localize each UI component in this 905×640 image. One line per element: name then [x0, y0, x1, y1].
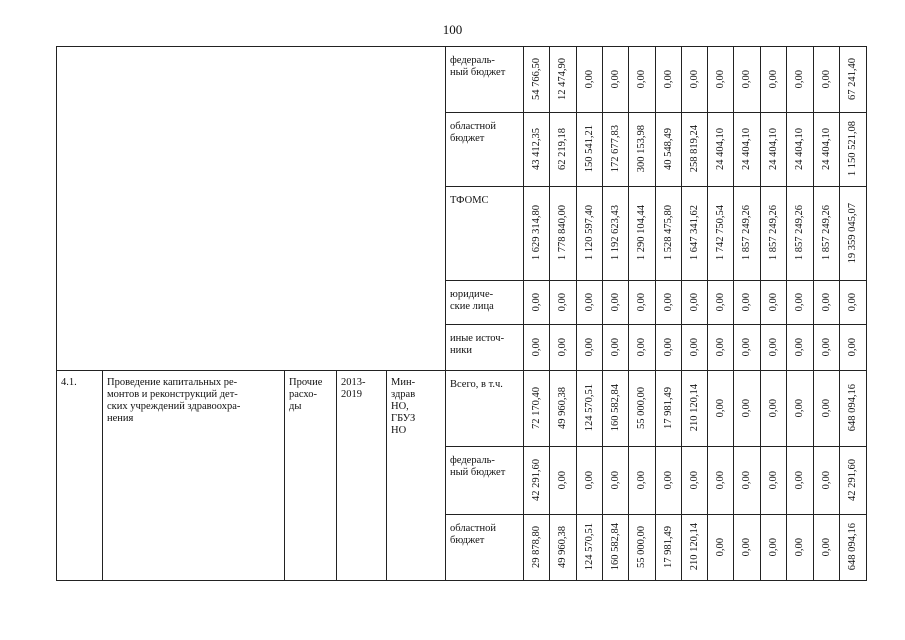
value-text: 55 000,00	[636, 387, 647, 429]
value-cell	[656, 281, 682, 325]
value-text: 1 120 597,40	[583, 205, 595, 261]
executor: Мин- здрав НО, ГБУЗ НО	[387, 371, 446, 581]
value-cell	[734, 281, 761, 325]
value-cell	[787, 447, 814, 515]
value-text: 0,00	[636, 337, 647, 357]
value-cell	[682, 187, 708, 281]
value-text: 49 960,38	[557, 526, 568, 568]
source-label: федераль- ный бюджет	[446, 447, 524, 515]
value-cell	[577, 47, 603, 113]
value-text: 1 742 750,54	[714, 205, 726, 261]
value-cell	[524, 371, 550, 447]
value-text: 0,00	[794, 292, 805, 312]
table-row	[57, 371, 867, 447]
value-cell	[524, 187, 550, 281]
value-text: 0,00	[820, 337, 832, 357]
value-text: 0,00	[530, 292, 542, 312]
value-text: 0,00	[688, 470, 700, 490]
value-cell	[629, 371, 656, 447]
value-cell	[656, 447, 682, 515]
value-text: 1 647 341,62	[688, 205, 700, 261]
value-text: 0,00	[583, 292, 595, 312]
value-text: 0,00	[767, 398, 779, 418]
value-cell	[840, 113, 867, 187]
value-text: 0,00	[820, 398, 832, 418]
value-text: 29 878,80	[530, 526, 542, 568]
value-text: 0,00	[714, 398, 726, 418]
value-text: 0,00	[741, 398, 752, 418]
value-text: 0,00	[767, 337, 779, 357]
value-text: 1 528 475,80	[662, 205, 674, 261]
value-text: 160 582,84	[609, 523, 621, 571]
value-text: 0,00	[767, 537, 779, 557]
value-text: 12 474,90	[557, 58, 568, 100]
value-cell	[708, 187, 734, 281]
value-cell	[787, 187, 814, 281]
value-cell	[603, 47, 629, 113]
value-text: 172 677,83	[609, 125, 621, 173]
value-cell	[603, 281, 629, 325]
value-text: 17 981,49	[662, 526, 674, 568]
value-text: 1 857 249,26	[794, 205, 805, 261]
value-text: 0,00	[794, 537, 805, 557]
value-text: 0,00	[794, 398, 805, 418]
value-cell	[524, 113, 550, 187]
value-cell	[550, 371, 577, 447]
value-text: 0,00	[714, 537, 726, 557]
value-cell	[787, 325, 814, 371]
value-cell	[550, 281, 577, 325]
value-text: 42 291,60	[530, 459, 542, 501]
value-text: 0,00	[609, 292, 621, 312]
value-cell	[840, 447, 867, 515]
value-cell	[840, 187, 867, 281]
value-cell	[761, 47, 787, 113]
value-cell	[761, 281, 787, 325]
value-text: 1 192 623,43	[609, 205, 621, 261]
value-text: 24 404,10	[767, 128, 779, 170]
value-text: 648 094,16	[847, 384, 858, 432]
value-cell	[761, 187, 787, 281]
value-cell	[840, 515, 867, 581]
value-cell	[708, 281, 734, 325]
value-cell	[761, 325, 787, 371]
value-cell	[577, 515, 603, 581]
value-text: 0,00	[583, 69, 595, 89]
value-cell	[814, 325, 840, 371]
value-cell	[524, 47, 550, 113]
value-cell	[682, 281, 708, 325]
value-cell	[787, 47, 814, 113]
value-text: 0,00	[820, 537, 832, 557]
value-cell	[814, 447, 840, 515]
value-cell	[840, 371, 867, 447]
value-text: 300 153,98	[636, 125, 647, 173]
value-text: 42 291,60	[847, 459, 858, 501]
value-text: 0,00	[662, 69, 674, 89]
value-text: 0,00	[530, 337, 542, 357]
source-label: юридиче- ские лица	[446, 281, 524, 325]
value-text: 43 412,35	[530, 128, 542, 170]
value-text: 24 404,10	[714, 128, 726, 170]
value-text: 1 857 249,26	[820, 205, 832, 261]
value-text: 0,00	[557, 292, 568, 312]
value-cell	[708, 325, 734, 371]
value-cell	[761, 515, 787, 581]
value-text: 0,00	[636, 69, 647, 89]
value-cell	[761, 371, 787, 447]
value-cell	[550, 187, 577, 281]
page-number: 100	[442, 22, 463, 37]
value-cell	[577, 325, 603, 371]
value-text: 49 960,38	[557, 387, 568, 429]
value-cell	[656, 113, 682, 187]
value-text: 210 120,14	[688, 523, 700, 571]
value-cell	[603, 187, 629, 281]
value-text: 124 570,51	[583, 384, 595, 432]
value-cell	[629, 47, 656, 113]
value-text: 150 541,21	[583, 125, 595, 173]
value-cell	[787, 371, 814, 447]
value-cell	[814, 371, 840, 447]
value-text: 0,00	[636, 470, 647, 490]
value-text: 0,00	[820, 470, 832, 490]
value-text: 1 629 314,80	[530, 205, 542, 261]
value-text: 54 766,50	[530, 58, 542, 100]
expense-type: Прочие расхо- ды	[285, 371, 337, 581]
value-text: 0,00	[714, 69, 726, 89]
value-cell	[734, 515, 761, 581]
value-text: 1 290 104,44	[636, 205, 647, 261]
value-text: 0,00	[609, 337, 621, 357]
value-cell	[603, 447, 629, 515]
value-text: 72 170,40	[530, 387, 542, 429]
value-cell	[577, 447, 603, 515]
value-cell	[656, 187, 682, 281]
value-text: 0,00	[741, 470, 752, 490]
source-label: федераль- ный бюджет	[446, 47, 524, 113]
value-text: 0,00	[741, 537, 752, 557]
budget-table	[56, 46, 867, 581]
value-cell	[524, 447, 550, 515]
value-cell	[629, 515, 656, 581]
value-cell	[550, 47, 577, 113]
value-text: 0,00	[741, 292, 752, 312]
value-text: 0,00	[847, 292, 858, 312]
value-text: 0,00	[767, 470, 779, 490]
value-cell	[656, 515, 682, 581]
value-cell	[577, 187, 603, 281]
value-cell	[708, 447, 734, 515]
value-text: 0,00	[714, 337, 726, 357]
value-cell	[840, 281, 867, 325]
value-text: 0,00	[741, 69, 752, 89]
value-cell	[550, 515, 577, 581]
value-text: 17 981,49	[662, 387, 674, 429]
value-text: 0,00	[741, 337, 752, 357]
value-text: 0,00	[714, 470, 726, 490]
value-text: 0,00	[847, 337, 858, 357]
value-cell	[761, 113, 787, 187]
item-name: Проведение капитальных ре- монтов и реконструкций дет- ских учреждений здравоохра- нения	[103, 371, 285, 581]
value-text: 0,00	[767, 69, 779, 89]
value-text: 0,00	[794, 470, 805, 490]
value-text: 0,00	[767, 292, 779, 312]
value-cell	[603, 371, 629, 447]
value-text: 0,00	[583, 470, 595, 490]
value-text: 1 778 840,00	[557, 205, 568, 261]
value-cell	[656, 371, 682, 447]
value-text: 67 241,40	[847, 58, 858, 100]
value-cell	[577, 281, 603, 325]
value-cell	[734, 371, 761, 447]
value-text: 62 219,18	[557, 128, 568, 170]
value-cell	[814, 47, 840, 113]
value-cell	[734, 447, 761, 515]
value-cell	[524, 281, 550, 325]
value-cell	[814, 281, 840, 325]
value-text: 24 404,10	[820, 128, 832, 170]
value-cell	[629, 325, 656, 371]
value-text: 24 404,10	[741, 128, 752, 170]
value-text: 0,00	[609, 470, 621, 490]
source-label: областной бюджет	[446, 113, 524, 187]
source-label: Всего, в т.ч.	[446, 371, 524, 447]
value-cell	[550, 447, 577, 515]
value-cell	[787, 281, 814, 325]
value-text: 648 094,16	[847, 523, 858, 571]
value-cell	[814, 515, 840, 581]
value-cell	[603, 515, 629, 581]
item-number: 4.1.	[57, 371, 103, 581]
value-cell	[682, 515, 708, 581]
value-cell	[761, 447, 787, 515]
value-text: 0,00	[609, 69, 621, 89]
value-cell	[656, 47, 682, 113]
value-cell	[708, 515, 734, 581]
value-cell	[682, 447, 708, 515]
value-cell	[840, 325, 867, 371]
source-label: областной бюджет	[446, 515, 524, 581]
value-cell	[629, 113, 656, 187]
value-cell	[524, 325, 550, 371]
value-cell	[603, 325, 629, 371]
value-cell	[656, 325, 682, 371]
value-cell	[734, 187, 761, 281]
value-text: 210 120,14	[688, 384, 700, 432]
value-text: 0,00	[794, 69, 805, 89]
value-cell	[734, 113, 761, 187]
value-text: 0,00	[557, 470, 568, 490]
value-cell	[734, 47, 761, 113]
value-cell	[682, 371, 708, 447]
blank-merged-cell	[57, 47, 446, 371]
value-cell	[682, 325, 708, 371]
table-row	[57, 47, 867, 113]
value-text: 1 857 249,26	[767, 205, 779, 261]
value-text: 24 404,10	[794, 128, 805, 170]
value-cell	[603, 113, 629, 187]
value-text: 0,00	[794, 337, 805, 357]
value-cell	[682, 113, 708, 187]
period: 2013- 2019	[337, 371, 387, 581]
value-cell	[524, 515, 550, 581]
value-text: 258 819,24	[688, 125, 700, 173]
value-text: 19 359 045,07	[847, 202, 858, 264]
value-cell	[787, 515, 814, 581]
value-cell	[629, 281, 656, 325]
value-cell	[787, 113, 814, 187]
value-cell	[577, 113, 603, 187]
value-cell	[550, 113, 577, 187]
value-text: 1 150 521,08	[847, 121, 858, 177]
value-cell	[550, 325, 577, 371]
value-text: 0,00	[583, 337, 595, 357]
value-cell	[734, 325, 761, 371]
value-cell	[629, 187, 656, 281]
value-text: 40 548,49	[662, 128, 674, 170]
value-text: 0,00	[714, 292, 726, 312]
value-text: 0,00	[688, 337, 700, 357]
value-text: 0,00	[636, 292, 647, 312]
value-text: 0,00	[662, 337, 674, 357]
value-cell	[629, 447, 656, 515]
value-text: 160 582,84	[609, 384, 621, 432]
value-text: 0,00	[820, 69, 832, 89]
value-text: 1 857 249,26	[741, 205, 752, 261]
value-cell	[708, 371, 734, 447]
value-cell	[708, 47, 734, 113]
value-text: 0,00	[688, 69, 700, 89]
value-text: 55 000,00	[636, 526, 647, 568]
value-text: 0,00	[688, 292, 700, 312]
value-text: 0,00	[662, 470, 674, 490]
value-text: 0,00	[557, 337, 568, 357]
value-cell	[840, 47, 867, 113]
value-text: 124 570,51	[583, 523, 595, 571]
value-cell	[814, 187, 840, 281]
source-label: ТФОМС	[446, 187, 524, 281]
value-cell	[814, 113, 840, 187]
value-cell	[708, 113, 734, 187]
value-text: 0,00	[662, 292, 674, 312]
value-text: 0,00	[820, 292, 832, 312]
value-cell	[577, 371, 603, 447]
source-label: иные источ- ники	[446, 325, 524, 371]
value-cell	[682, 47, 708, 113]
